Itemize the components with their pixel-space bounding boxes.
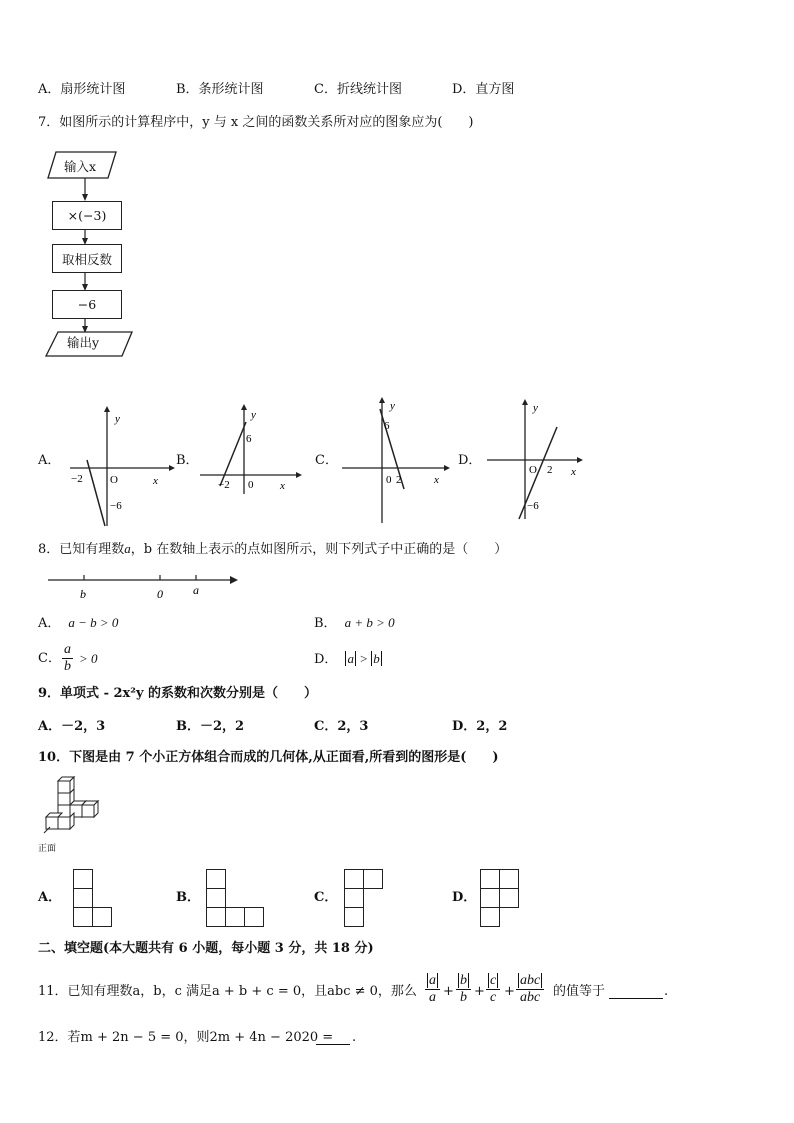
graph-b-y-label: y (251, 409, 256, 421)
graph-a-xint: −2 (71, 473, 83, 485)
q7-option-a-letter[interactable]: A． (38, 453, 61, 468)
q8-option-d-label: D． (314, 652, 338, 667)
q11-plus-3: + (504, 984, 515, 999)
flow-negate-label: 取相反数 (61, 251, 112, 267)
graph-b-origin: 0 (248, 479, 254, 491)
q8-option-b[interactable] (314, 615, 395, 632)
q8-var-a: a (124, 541, 131, 556)
graph-d-y-label: y (533, 402, 538, 414)
q8-option-d-gt: > (355, 651, 372, 666)
graph-d-origin: O (529, 464, 537, 476)
graph-a-y-label: y (115, 413, 120, 425)
q10-front-label: 正面 (38, 844, 57, 854)
flow-output-label: 输出y (67, 335, 100, 350)
q11-frac-2-num: b (460, 973, 467, 988)
q12-end: . (352, 1030, 357, 1045)
q8-option-c-den: b (64, 659, 71, 674)
q6-option-c[interactable]: C．折线统计图 (314, 82, 402, 97)
q11-frac-1 (425, 973, 440, 1006)
flow-negate-box (52, 244, 122, 273)
q8-option-d[interactable] (314, 651, 382, 668)
graph-c[interactable] (340, 395, 460, 530)
q11-frac-3 (486, 973, 500, 1006)
q11-frac-4-num: abc (520, 973, 541, 988)
graph-a-x-label: x (153, 475, 158, 487)
q8-number-line (46, 572, 246, 602)
graph-b-x-label: x (280, 480, 285, 492)
q7-stem: 7．如图所示的计算程序中，y 与 x 之间的函数关系所对应的图象应为( ) (38, 115, 474, 130)
q11-frac-1-den: a (429, 990, 436, 1005)
q8-stem-pre: 8．已知有理数 (38, 542, 125, 557)
q11-frac-3-den: c (490, 990, 497, 1005)
q8-stem (38, 541, 507, 558)
q9-option-a[interactable]: A．－2，3 (38, 719, 106, 734)
q9-option-c[interactable]: C．2，3 (314, 719, 369, 734)
graph-c-yint: 6 (384, 420, 390, 432)
numline-zero-label: 0 (157, 587, 163, 601)
graph-a-yint: −6 (110, 500, 122, 512)
q11-tail: 的值等于 (553, 984, 606, 999)
q8-option-d-abs-b: b (373, 651, 380, 666)
q8-option-b-expr: a + b > 0 (344, 615, 395, 630)
q10-option-c-letter[interactable]: C． (314, 890, 338, 905)
graph-b[interactable] (196, 400, 306, 500)
graph-c-xint: 2 (396, 474, 402, 486)
q8-option-c-fraction (62, 642, 73, 675)
flow-multiply-box (52, 201, 122, 230)
q11-frac-2-den: b (460, 990, 467, 1005)
q10-cube-figure (40, 775, 110, 845)
q7-option-c-letter[interactable]: C． (315, 453, 338, 468)
graph-b-xint: −2 (218, 479, 230, 491)
graph-c-x-label: x (434, 474, 439, 486)
q6-option-a[interactable]: A．扇形统计图 (38, 82, 126, 97)
q11-answer-blank[interactable] (609, 984, 663, 999)
q11-end: . (664, 984, 669, 999)
q8-option-a-label: A． (38, 616, 61, 631)
graph-d-yint: −6 (527, 500, 539, 512)
q8-option-c-num: a (64, 642, 71, 657)
q8-option-c-tail: > 0 (79, 651, 98, 666)
graph-d-x-label: x (571, 466, 576, 478)
flow-multiply-label: ×(−3) (67, 208, 107, 223)
q7-option-b-letter[interactable]: B． (176, 453, 199, 468)
graph-c-y-label: y (390, 400, 395, 412)
q6-option-d[interactable]: D．直方图 (452, 82, 515, 97)
graph-c-origin: 0 (386, 474, 392, 486)
graph-a-origin: O (110, 474, 118, 486)
q9-option-b[interactable]: B．－2，2 (176, 719, 245, 734)
graph-a[interactable] (65, 400, 175, 530)
q11-plus-2: + (474, 984, 485, 999)
q6-option-b[interactable]: B．条形统计图 (176, 82, 264, 97)
q9-stem: 9．单项式 - 2x²y 的系数和次数分别是（ ） (38, 686, 318, 701)
q8-option-a[interactable] (38, 615, 118, 632)
q12-answer-blank[interactable] (316, 1030, 350, 1045)
q10-option-d-letter[interactable]: D． (452, 890, 477, 905)
flow-subtract-label: −6 (77, 297, 97, 312)
q8-option-d-abs-a: a (347, 651, 354, 666)
flow-input-label: 输入x (64, 159, 97, 174)
q8-option-b-label: B． (314, 616, 337, 631)
q8-sep: ， (130, 542, 144, 557)
q11-frac-1-num: a (429, 973, 436, 988)
graph-d-xint: 2 (547, 464, 553, 476)
q8-stem-post: b 在数轴上表示的点如图所示，则下列式子中正确的是（ ） (143, 542, 508, 557)
q11-frac-4 (516, 973, 544, 1006)
q8-option-a-expr: a − b > 0 (68, 615, 119, 630)
q9-option-d[interactable]: D．2，2 (452, 719, 508, 734)
graph-b-yint: 6 (246, 433, 252, 445)
numline-a-label: a (193, 583, 199, 597)
q10-stem: 10．下图是由 7 个小正方体组合而成的几何体,从正面看,所看到的图形是( ) (38, 750, 499, 765)
section2-heading: 二、填空题(本大题共有 6 小题，每小题 3 分，共 18 分) (38, 941, 374, 956)
numline-b-label: b (80, 587, 86, 601)
q11-frac-4-den: abc (520, 990, 541, 1005)
q12-stem: 12．若m + 2n − 5 = 0，则2m + 4n − 2020 = (38, 1030, 334, 1045)
q11-frac-2 (456, 973, 471, 1006)
flow-subtract-box (52, 290, 122, 319)
q8-option-c-label[interactable]: C． (38, 651, 61, 666)
graph-d[interactable] (485, 397, 595, 527)
q11-stem: 11．已知有理数a，b，c 满足a + b + c = 0，且abc ≠ 0，那么 (38, 984, 417, 999)
q11-frac-3-num: c (490, 973, 497, 988)
q10-option-b-letter[interactable]: B． (176, 890, 200, 905)
q7-option-d-letter[interactable]: D． (458, 453, 482, 468)
q10-option-a-letter[interactable]: A． (38, 890, 62, 905)
q11-plus-1: + (443, 984, 454, 999)
